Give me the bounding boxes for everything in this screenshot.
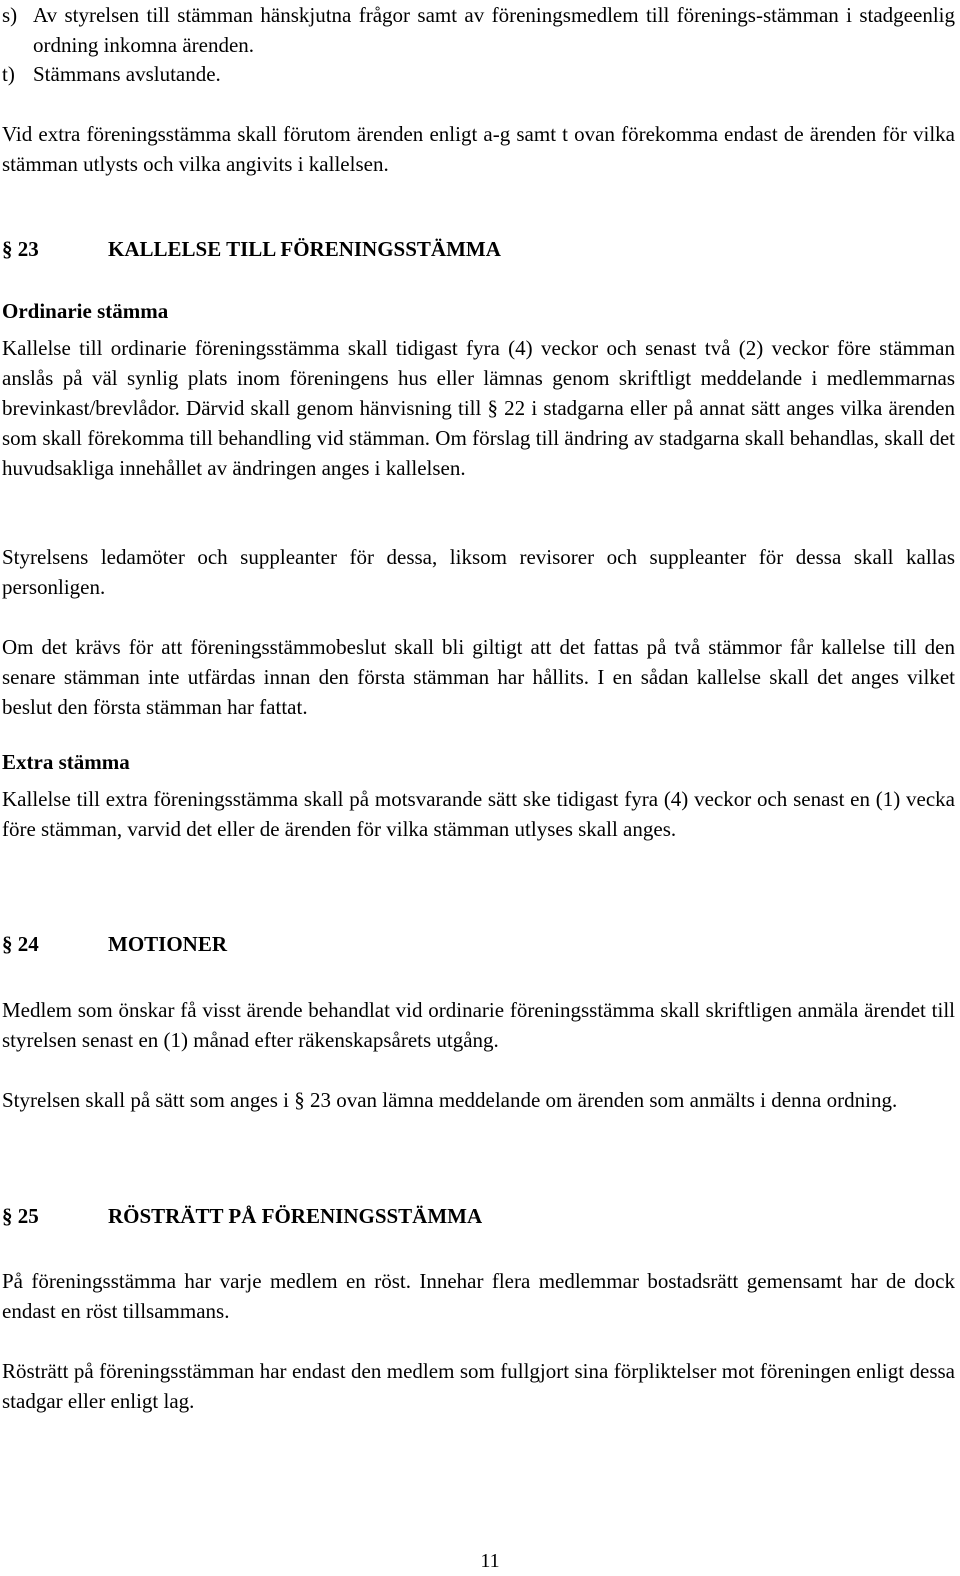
section-title: MOTIONER bbox=[108, 932, 228, 956]
section-24-paragraph-1: Medlem som önskar få visst ärende behandlat vid ordinarie föreningsstämma skall skriftligen anmäla ärendet till styrelsen senast en (1) månad efter räkenskapsårets utgång. bbox=[2, 998, 955, 1052]
section-number: § 25 bbox=[2, 1204, 39, 1228]
section-24-paragraph-2: Styrelsen skall på sätt som anges i § 23 ovan lämna meddelande om ärenden som anmälts i denna ordning. bbox=[2, 1088, 898, 1112]
section-number: § 24 bbox=[2, 932, 39, 956]
extra-stamma-heading: Extra stämma bbox=[2, 750, 130, 774]
section-25-paragraph-1: På föreningsstämma har varje medlem en röst. Innehar flera medlemmar bostadsrätt gemensamt har de dock endast en röst tillsammans. bbox=[2, 1269, 955, 1323]
section-title: KALLELSE TILL FÖRENINGSSTÄMMA bbox=[108, 237, 501, 261]
ordinarie-stamma-heading: Ordinarie stämma bbox=[2, 299, 169, 323]
section-25-paragraph-2: Rösträtt på föreningsstämman har endast den medlem som fullgjort sina förpliktelser mot föreningen enligt dessa stadgar eller enligt lag. bbox=[2, 1359, 955, 1413]
list-item-s bbox=[2, 0, 955, 60]
page-number: 11 bbox=[480, 1550, 500, 1572]
list-item-text: Stämmans avslutande. bbox=[33, 62, 221, 86]
section-number: § 23 bbox=[2, 237, 39, 261]
section-23-paragraph-1: Kallelse till ordinarie föreningsstämma skall tidigast fyra (4) veckor och senast två (2) veckor före stämman anslås på väl synlig plats inom föreningens hus eller lämnas genom skriftligt meddelande i medlemmarnas brevinkast/brevlådor. Därvid skall genom hänvisning till § 22 i stadgarna eller på annat sätt anges vilka ärenden som skall förekomma till behandling vid stämman. Om förslag till ändring av stadgarna skall behandlas, skall det huvudsakliga innehållet av ändringen anges i kallelsen. bbox=[2, 336, 955, 480]
list-item-text: Av styrelsen till stämman hänskjutna frågor samt av föreningsmedlem till förenings-stämman i stadgeenlig ordning inkomna ärenden. bbox=[33, 3, 955, 57]
section-23-paragraph-3: Om det krävs för att föreningsstämmobeslut skall bli giltigt att det fattas på två stämmor får kallelse till den senare stämman inte utfärdas innan den första stämman har hållits. I en sådan kallelse skall det anges vilket beslut den första stämman har fattat. bbox=[2, 635, 955, 719]
section-23-paragraph-2: Styrelsens ledamöter och suppleanter för dessa, liksom revisorer och suppleanter för dessa skall kallas personligen. bbox=[2, 545, 955, 599]
section-23-extra-paragraph: Kallelse till extra föreningsstämma skall på motsvarande sätt ske tidigast fyra (4) veckor och senast en (1) vecka före stämman, varvid det eller de ärenden för vilka stämman utlyses skall anges. bbox=[2, 787, 955, 841]
list-marker: t) bbox=[2, 62, 15, 86]
intro-paragraph: Vid extra föreningsstämma skall förutom ärenden enligt a-g samt t ovan förekomma endast de ärenden för vilka stämman utlysts och vilka angivits i kallelsen. bbox=[2, 122, 955, 176]
list-marker: s) bbox=[2, 3, 18, 27]
list-item-t bbox=[2, 59, 955, 89]
section-title: RÖSTRÄTT PÅ FÖRENINGSSTÄMMA bbox=[108, 1204, 483, 1228]
